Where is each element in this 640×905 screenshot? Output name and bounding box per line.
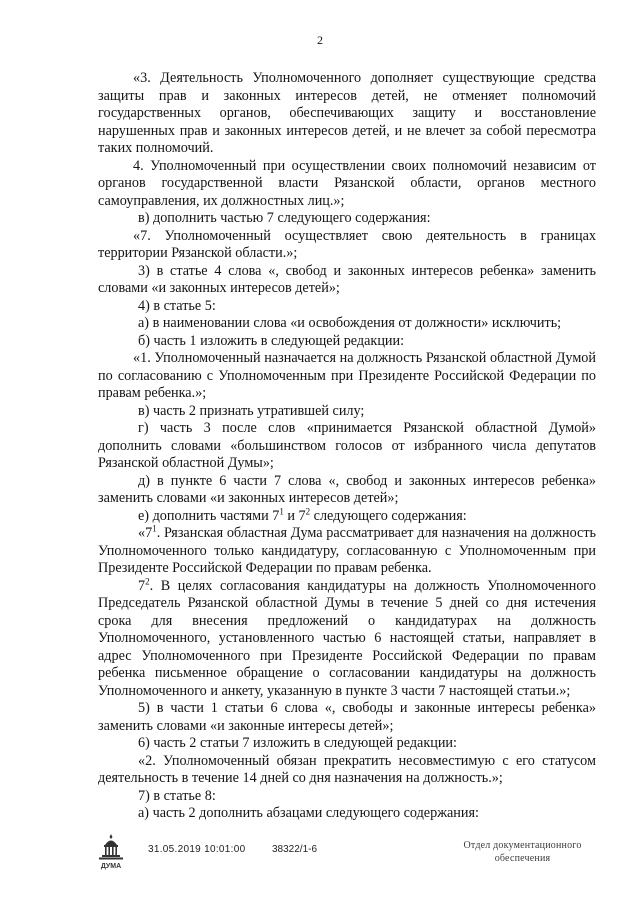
paragraph: в) часть 2 признать утратившей силу; [138,402,365,419]
text-run: и 7 [283,507,306,524]
paragraph: г) часть 3 после слов «принимается Рязанской областной Думой» дополнить словами «большинством голосов от избранного числа депутатов Рязанской областной Думы»; [98,420,596,471]
text-run: 7 [138,577,146,594]
paragraph: 3) в статье 4 слова «, свобод и законных интересов ребенка» заменить словами «и законных интересов детей»; [98,262,596,296]
paragraph: б) часть 1 изложить в следующей редакции: [138,332,405,349]
text-run: «7 [138,525,153,541]
paragraph: а) часть 2 дополнить абзацами следующего содержания: [138,805,479,821]
paragraph: 4) в статье 5: [138,297,216,314]
paragraph: «3. Деятельность Уполномоченного дополняет существующие средства защиты прав и законных интересов детей, не отменяет полномочий государственных органов, обеспечивающих защиту и восстановление нарушенных прав и законных интересов детей, и не влечет за собой пересмотра таких полномочий. [98,70,596,156]
paragraph [98,575,596,701]
superscript: 2 [305,505,311,516]
department-stamp [440,839,605,865]
superscript: 2 [145,575,150,586]
paragraph: д) в пункте 6 части 7 слова «, свобод и законных интересов ребенка» заменить словами «и законных интересов детей»; [98,472,596,506]
paragraph: 4. Уполномоченный при осуществлении своих полномочий независим от органов государственной власти Рязанской области, органов местного самоуправления, их должностных лиц.»; [98,157,596,209]
page-footer [0,827,640,887]
registration-number: 38322/1-6 [272,844,318,855]
paragraph [98,525,596,578]
stamp-line: обеспечения [494,853,551,864]
text-run: . В целях согласования кандидатуры на должность Уполномоченного Председатель Рязанской областной Думы в течение 5 дней со дня истечения срока для внесения предложений о кандидатурах на должность Уполномоченного, установленного частью 6 настоящей статьи, направляет в адрес Уполномоченного при Президенте Российской Федерации по правам ребенка письменное обращение о согласовании кандидатуры на должность Уполномоченного и анкету, указанную в пункте 3 части 7 настоящей статьи.»; [98,577,596,699]
paragraph: 6) часть 2 статьи 7 изложить в следующей редакции: [138,735,457,751]
paragraph: 5) в части 1 статьи 6 слова «, свободы и законные интересы ребенка» заменить словами «и законные интересы детей»; [98,700,596,734]
paragraph: «1. Уполномоченный назначается на должность Рязанской областной Думой по согласованию с Уполномоченным при Президенте Российской Федерации по правам ребенка.»; [98,350,596,401]
superscript: 1 [152,523,157,534]
text-run: . Рязанская областная Дума рассматривает для назначения на должность Уполномоченного только кандидатуру, согласованную с Уполномоченным при Президенте Российской Федерации по правам ребенка. [98,525,596,576]
duma-logo-icon [96,833,126,871]
text-run: е) дополнить частями 7 [138,507,280,524]
paragraph: в) дополнить частью 7 следующего содержания: [138,210,431,226]
paragraph: 7) в статье 8: [138,787,216,804]
paragraph: а) в наименовании слова «и освобождения от должности» исключить; [138,315,562,331]
stamp-line: Отдел документационного [463,840,582,851]
paragraph: «2. Уполномоченный обязан прекратить несовместимую с его статусом деятельность в течение 14 дней со дня назначения на должность.»; [98,752,596,786]
document-body [98,70,596,823]
paragraph: «7. Уполномоченный осуществляет свою деятельность в границах территории Рязанской области.»; [98,227,596,261]
paragraph [98,505,596,526]
registration-date: 31.05.2019 10:01:00 [148,844,246,855]
logo-text: ДУМА [100,863,122,870]
page-number: 2 [317,33,323,47]
superscript: 1 [279,505,284,516]
text-run: следующего содержания: [310,507,467,524]
